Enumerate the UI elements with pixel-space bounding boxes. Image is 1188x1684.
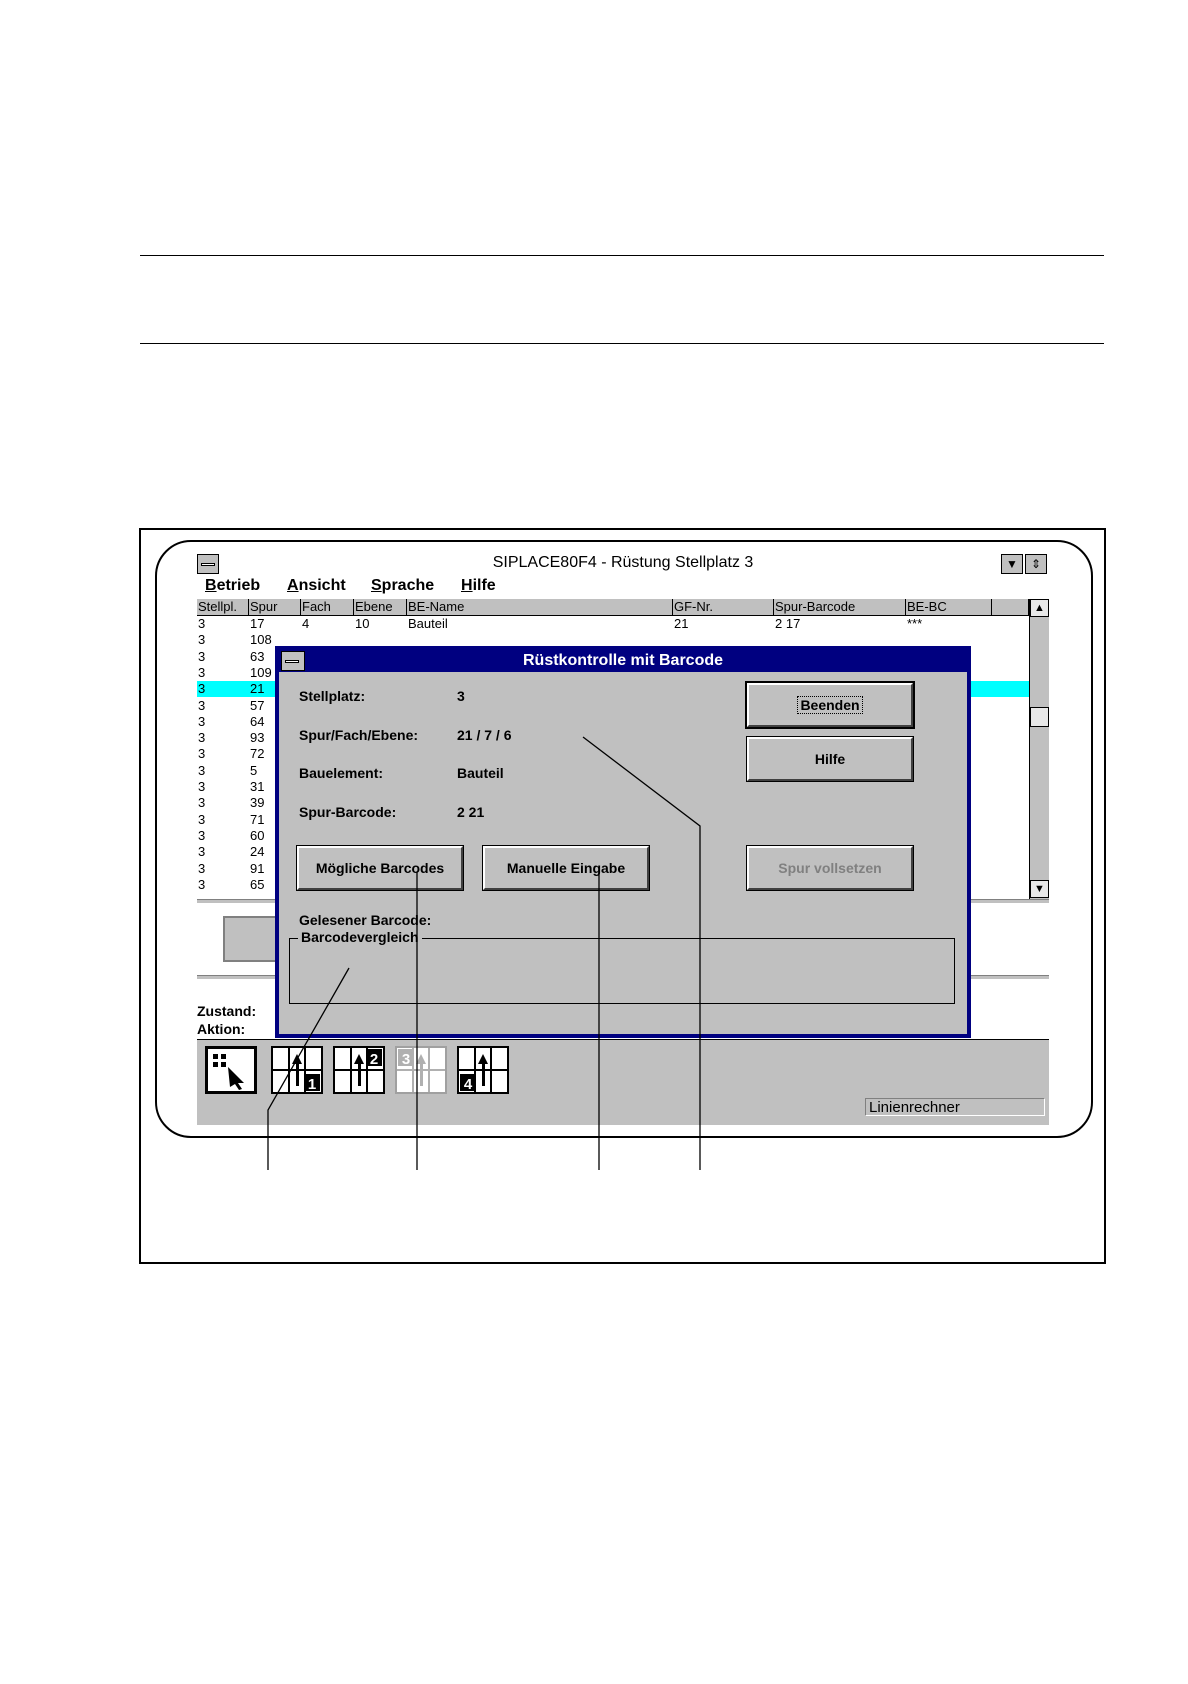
column-stellpl[interactable]: Stellpl. [197,599,249,615]
barcodevergleich-label: Barcodevergleich [298,929,422,945]
zustand-label: Zustand: [197,1003,257,1019]
bauelement-label: Bauelement: [299,765,384,781]
gelesener-barcode-label: Gelesener Barcode: [299,912,432,928]
cell-stellpl: 3 [198,876,206,892]
column-be-name[interactable]: BE-Name [407,599,673,615]
station-1-number: 1 [307,1076,317,1092]
station-4-number: 4 [463,1076,473,1092]
cell-spur: 21 [250,681,265,697]
cell-stellpl: 3 [198,648,206,664]
column-ebene[interactable]: Ebene [354,599,407,615]
column-gf-nr[interactable]: GF-Nr. [673,599,774,615]
beenden-label: Beenden [800,697,860,713]
menu-hilfe[interactable]: Hilfe [461,577,496,594]
moegliche-barcodes-button[interactable]: Mögliche Barcodes [297,846,463,890]
dialog-title: Rüstkontrolle mit Barcode [522,652,724,669]
cell-stellpl: 3 [198,811,206,827]
spur-fach-ebene-label: Spur/Fach/Ebene: [299,727,419,743]
cell-spur: 72 [250,746,265,762]
stellplatz-value: 3 [457,688,465,704]
restore-icon[interactable]: ⇕ [1025,554,1047,574]
spur-fach-ebene-value: 21 / 7 / 6 [457,727,512,743]
cell-spur: 17 [250,616,265,631]
cell-stellpl: 3 [198,762,206,778]
menu-ansicht[interactable]: Ansicht [287,577,346,594]
column-spur[interactable]: Spur [249,599,301,615]
main-window-title: SIPLACE80F4 - Rüstung Stellplatz 3 [492,554,754,571]
cell-stellpl: 3 [198,664,206,680]
cell-spur: 31 [250,779,265,794]
cell-stellpl: 3 [198,827,206,843]
cell-stellpl: 3 [198,795,206,811]
cell-stellpl: 3 [198,616,206,631]
cell-spur: 65 [250,876,265,892]
column-be-bc[interactable]: BE-BC [906,599,992,615]
cell-spur: 57 [250,697,265,713]
cell-stellpl: 3 [198,730,206,746]
cell-stellpl: 3 [198,860,206,876]
cell-spur: 39 [250,795,265,811]
callout-line-spur-fach-ebene [583,737,700,1170]
linienrechner-field: Linienrechner [865,1098,1045,1116]
cell-stellpl: 3 [198,713,206,729]
station-2-number: 2 [369,1051,379,1068]
cell-spur: 109 [250,664,272,680]
cell-be-name: Bauteil [408,616,448,631]
cell-spur: 64 [250,713,265,729]
cell-spur: 71 [250,811,265,827]
cell-ebene: 10 [355,616,370,631]
cell-spur: 5 [250,762,258,778]
cell-stellpl: 3 [198,632,206,648]
cell-spur: 60 [250,827,265,843]
cell-stellpl: 3 [198,746,206,762]
cell-be-bc: *** [907,616,923,631]
column-fach[interactable]: Fach [301,599,354,615]
callout-line-barcodevergleich [268,968,349,1170]
spur-barcode-label: Spur-Barcode: [299,804,397,820]
cell-spur: 108 [250,632,272,648]
bauelement-value: Bauteil [457,765,504,781]
hilfe-button[interactable]: Hilfe [747,737,913,781]
menu-betrieb[interactable]: Betrieb [205,577,261,594]
cell-gf-nr: 21 [674,616,689,631]
spur-vollsetzen-button: Spur vollsetzen [747,846,913,890]
stellplatz-label: Stellplatz: [299,688,366,704]
menu-sprache[interactable]: Sprache [371,577,435,594]
minimize-icon[interactable]: ▼ [1001,554,1023,574]
aktion-label: Aktion: [197,1021,246,1037]
cell-spur: 91 [250,860,265,876]
column-spur-barcode[interactable]: Spur-Barcode [774,599,906,615]
scroll-down-icon[interactable]: ▼ [1030,880,1049,898]
cell-stellpl: 3 [198,779,206,794]
cell-spur: 24 [250,844,265,860]
cell-spur-barcode: 2 17 [775,616,801,631]
cell-stellpl: 3 [198,681,206,697]
cell-spur: 63 [250,648,265,664]
station-3-number: 3 [401,1051,411,1068]
cell-spur: 93 [250,730,265,746]
cell-stellpl: 3 [198,844,206,860]
cell-stellpl: 3 [198,697,206,713]
cell-fach: 4 [302,616,310,631]
scroll-up-icon[interactable]: ▲ [1030,599,1049,617]
manuelle-eingabe-button[interactable]: Manuelle Eingabe [483,846,649,890]
spur-barcode-value: 2 21 [457,804,485,820]
